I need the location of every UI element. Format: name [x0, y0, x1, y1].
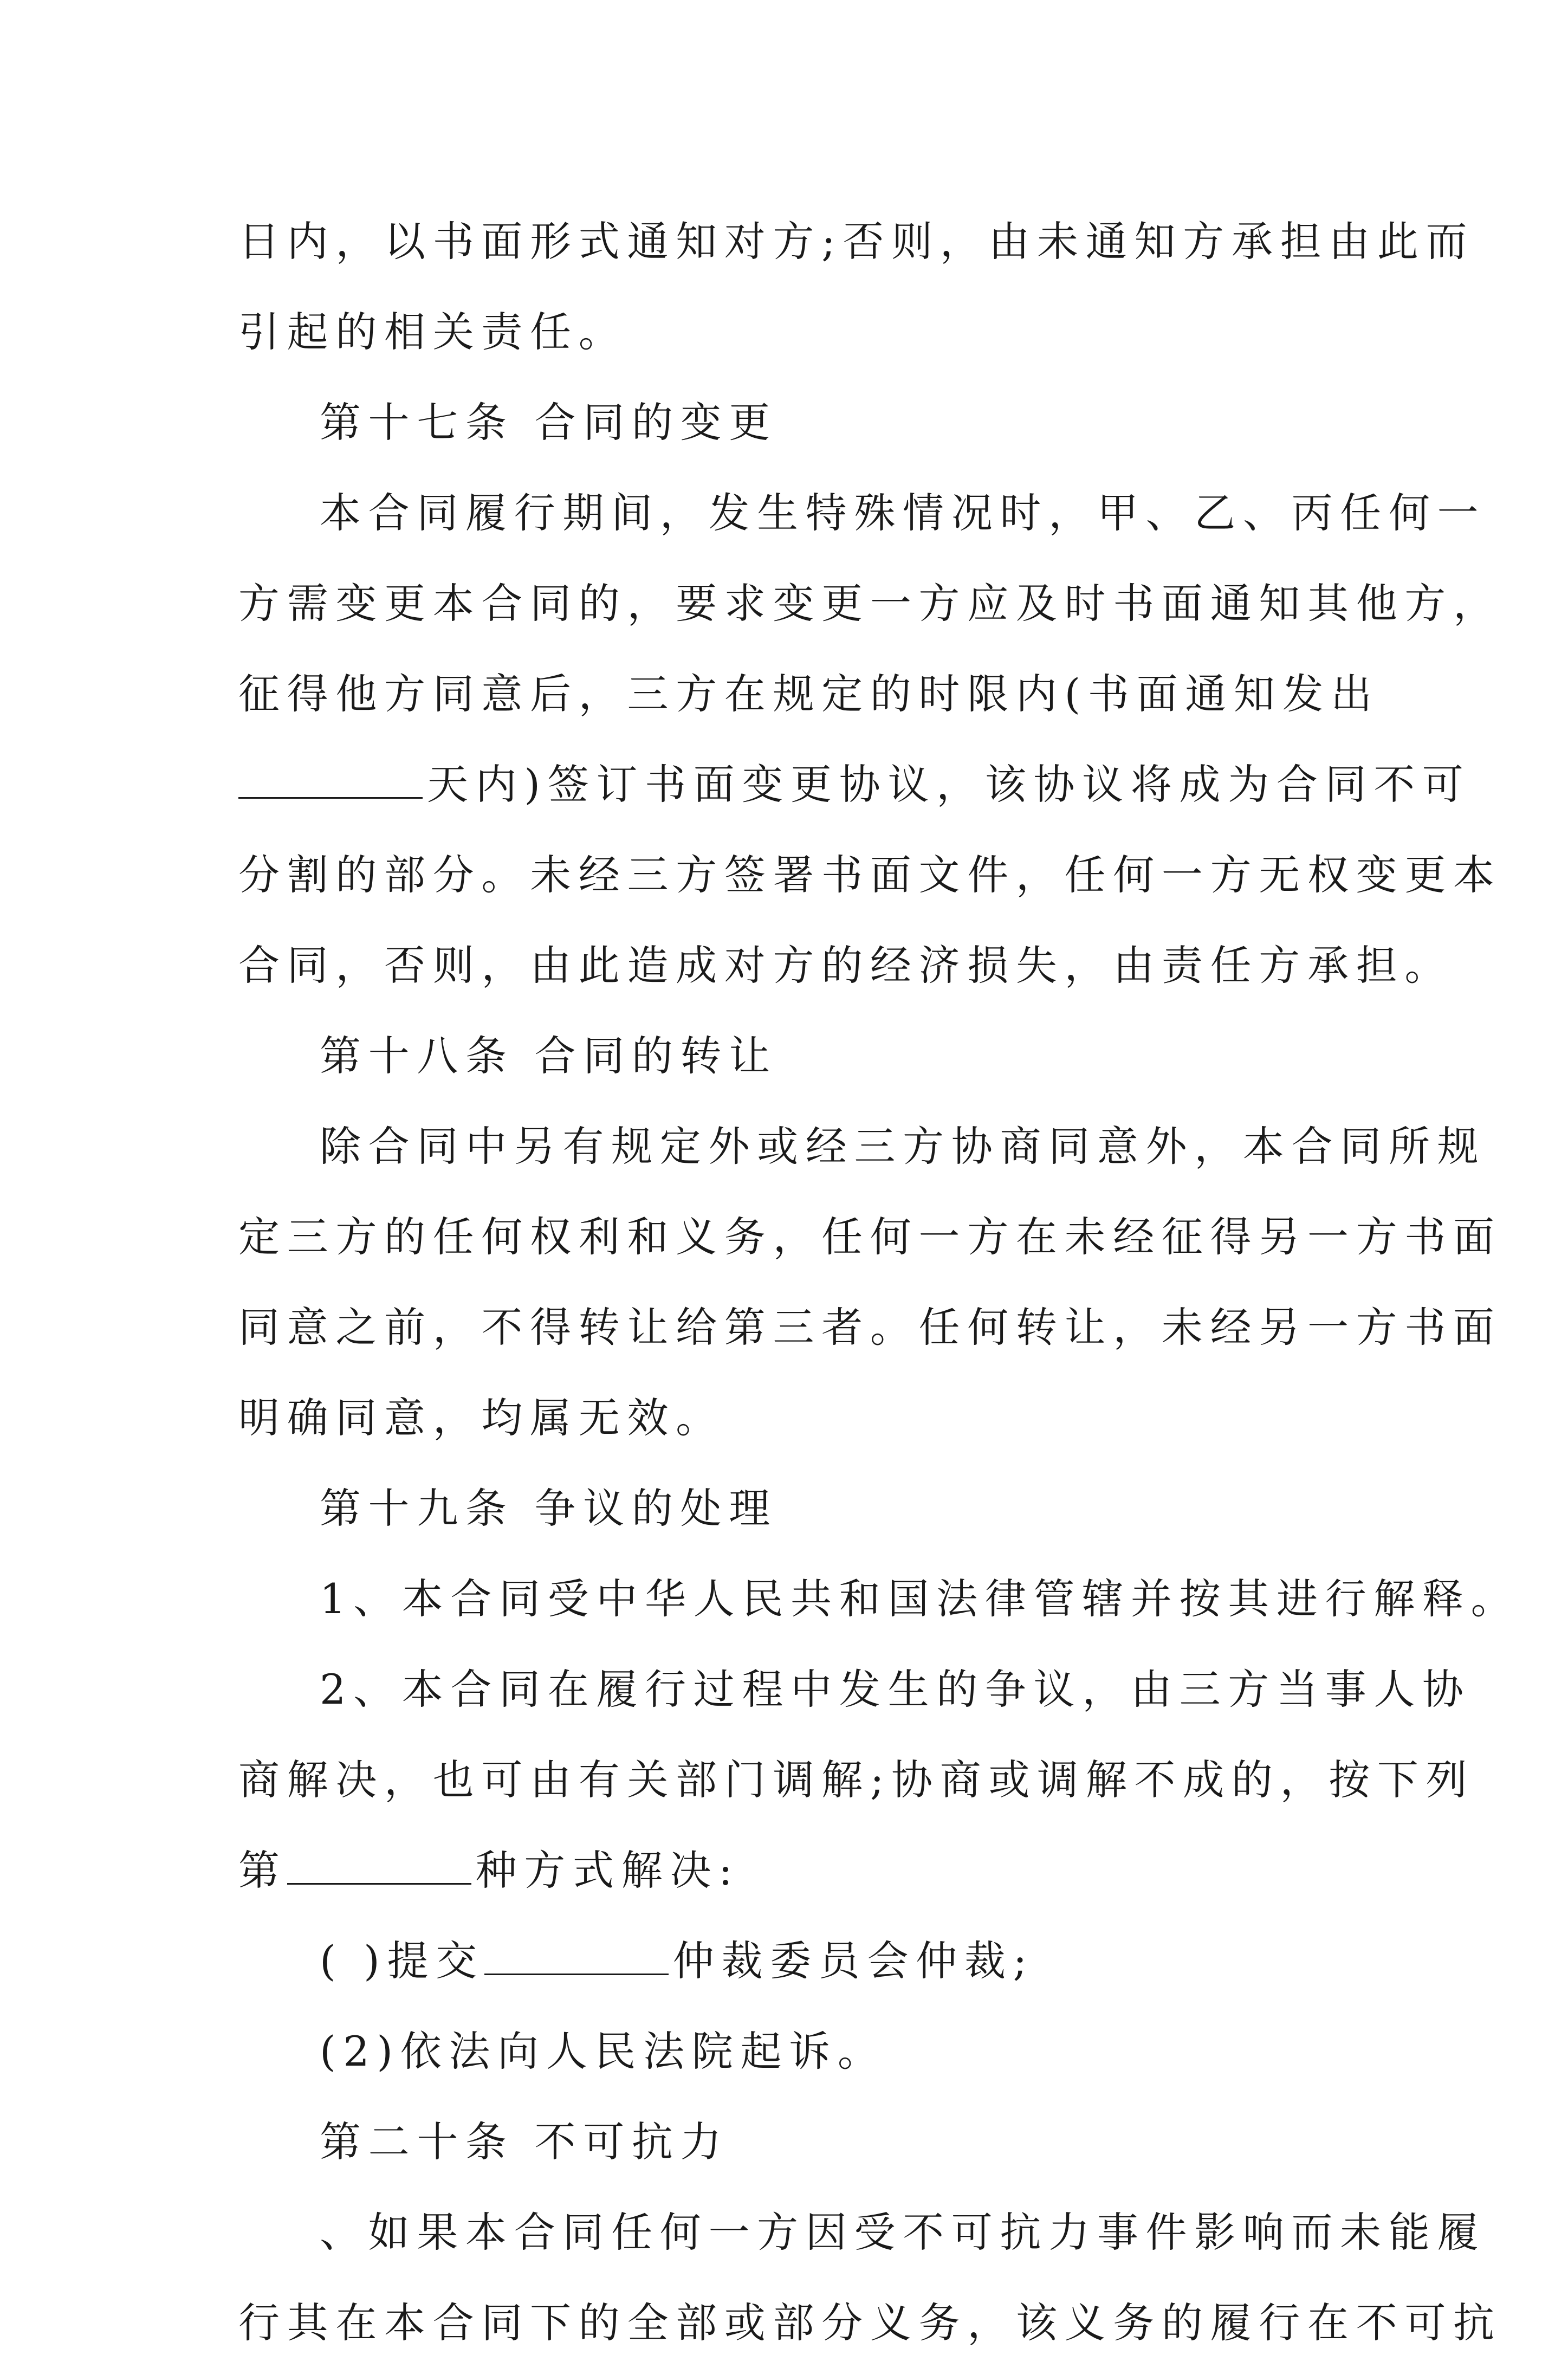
line-text: 明确同意，均属无效。 — [238, 1394, 724, 1442]
line-text: 同意之前，不得转让给第三者。任何转让，未经另一方书面 — [238, 1303, 1502, 1351]
line-text: 第 — [238, 1846, 287, 1894]
line-text: 分割的部分。未经三方签署书面文件，任何一方无权变更本 — [238, 851, 1502, 899]
line-text: 第二十条 不可抗力 — [320, 2118, 729, 2166]
line-text: 方需变更本合同的，要求变更一方应及时书面通知其他方， — [238, 579, 1502, 627]
text-line — [238, 2278, 1502, 2368]
text-line — [238, 649, 1379, 739]
text-line — [238, 1644, 1471, 1735]
text-line — [238, 558, 1502, 649]
line-text: 合同，否则，由此造成对方的经济损失，由责任方承担。 — [238, 941, 1453, 989]
text-line — [238, 830, 1502, 920]
line-text: 2、本合同在履行过程中发生的争议，由三方当事人协 — [320, 1665, 1471, 1713]
text-line — [238, 468, 1486, 558]
fill-in-blank — [484, 1936, 669, 1975]
text-line — [238, 2006, 1355, 2097]
line-text: 除合同中另有规定外或经三方协商同意外，本合同所规 — [320, 1122, 1486, 1170]
document-body — [238, 196, 1520, 2368]
text-line — [238, 1192, 1502, 1282]
line-text: 第十九条 争议的处理 — [320, 1484, 777, 1532]
fill-in-blank — [287, 1845, 471, 1885]
text-line — [238, 1282, 1502, 1373]
text-line — [238, 1825, 1355, 1916]
line-text: 商解决，也可由有关部门调解;协商或调解不成的，按下列 — [238, 1756, 1475, 1804]
line-text: 、如果本合同任何一方因受不可抗力事件影响而未能履 — [320, 2208, 1486, 2256]
text-line — [238, 287, 1355, 377]
line-text: 定三方的任何权利和义务，任何一方在未经征得另一方书面 — [238, 1213, 1502, 1261]
line-text-after-blank: 天内)签订书面变更协议，该协议将成为合同不可 — [427, 760, 1471, 808]
line-text: ( )提交 — [320, 1937, 484, 1985]
text-line — [238, 1463, 1355, 1554]
text-line — [238, 739, 1471, 830]
line-text-after-blank: 种方式解决: — [475, 1846, 740, 1894]
text-line — [238, 377, 1355, 468]
line-text: 征得他方同意后，三方在规定的时限内(书面通知发出 — [238, 670, 1379, 718]
line-text: (2)依法向人民法院起诉。 — [320, 2027, 886, 2075]
text-line — [238, 1554, 1520, 1644]
line-text: 本合同履行期间，发生特殊情况时，甲、乙、丙任何一 — [320, 489, 1486, 537]
line-text: 第十七条 合同的变更 — [320, 398, 777, 447]
fill-in-blank — [238, 759, 423, 799]
text-line — [238, 2097, 1355, 2187]
text-line — [238, 1916, 1355, 2006]
line-text: 1、本合同受中华人民共和国法律管辖并按其进行解释。 — [320, 1575, 1520, 1623]
text-line — [238, 1011, 1355, 1101]
text-line — [238, 1373, 1355, 1463]
text-line — [238, 1735, 1475, 1825]
line-text: 日内，以书面形式通知对方;否则，由未通知方承担由此而 — [238, 217, 1475, 266]
line-text: 第十八条 合同的转让 — [320, 1032, 777, 1080]
line-text: 行其在本合同下的全部或部分义务，该义务的履行在不可抗 — [238, 2299, 1502, 2347]
text-line — [238, 920, 1453, 1011]
text-line — [238, 2187, 1486, 2278]
line-text: 引起的相关责任。 — [238, 308, 627, 356]
text-line — [238, 196, 1475, 287]
line-text-after-blank: 仲裁委员会仲裁; — [672, 1937, 1034, 1985]
text-line — [238, 1101, 1486, 1192]
